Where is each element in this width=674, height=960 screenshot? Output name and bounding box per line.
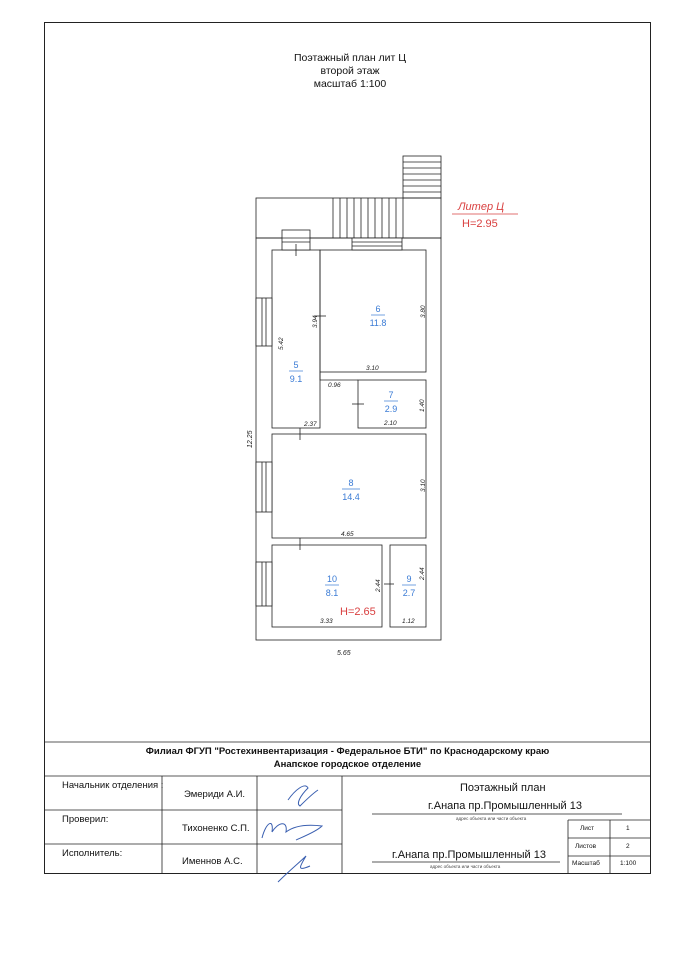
room-7-number: 7 (388, 390, 394, 400)
room-10-dim-h: 2.44 (375, 579, 382, 592)
overall-length: 12.25 (247, 430, 254, 448)
sheets-label: Листов (575, 843, 597, 850)
sheets-value: 2 (626, 843, 630, 850)
room-10-number: 10 (326, 574, 338, 584)
room-5-dim-w: 2.37 (304, 421, 317, 428)
org-line-2: Анапское городское отделение (273, 759, 422, 770)
room-6-area: 11.8 (369, 318, 387, 328)
room-9-dim-h: 2.44 (419, 567, 426, 580)
room-6-number: 6 (375, 304, 381, 314)
name-executor: Именнов А.С. (182, 856, 243, 867)
room-height: H=2.65 (340, 606, 376, 618)
room-5-area: 9.1 (289, 374, 303, 384)
liter-height: H=2.95 (462, 218, 498, 230)
role-executor: Исполнитель: (62, 848, 123, 859)
room-10-area: 8.1 (325, 588, 339, 598)
room-5-number: 5 (293, 360, 299, 370)
plan-title: Поэтажный план лит Ц (293, 52, 407, 64)
room-8-dim-h: 3.10 (420, 479, 427, 492)
name-checker: Тихоненко С.П. (182, 823, 250, 834)
room-8-area: 14.4 (342, 492, 360, 502)
room-7-area: 2.9 (384, 404, 398, 414)
overall-width: 5.65 (337, 650, 351, 657)
room-9-number: 9 (406, 574, 412, 584)
signature-marks (262, 786, 322, 882)
room-6-dim-w: 3.10 (366, 365, 379, 372)
room-7-dim-h: 1.40 (419, 399, 426, 412)
role-checker: Проверил: (62, 814, 109, 825)
room-6-dim-side: 3.94 (312, 315, 319, 328)
org-line-1: Филиал ФГУП "Ростехинвентаризация - Федеральное БТИ" по Краснодарскому краю (145, 746, 550, 757)
room-6-outline (320, 250, 426, 372)
room-7-dim-w: 2.10 (384, 420, 397, 427)
doc-title: Поэтажный план (460, 782, 546, 794)
room-8-number: 8 (348, 478, 354, 488)
room-5-dim-side: 0.96 (328, 382, 341, 389)
liter-label: Литер Ц (458, 201, 505, 213)
sheet-value: 1 (626, 825, 630, 832)
room-9-area: 2.7 (402, 588, 416, 598)
address-1: г.Анапа пр.Промышленный 13 (428, 800, 582, 812)
room-6-dim-h: 3.80 (420, 305, 427, 318)
address-caption-2: адрес объекта или части объекта (430, 864, 501, 869)
floor-label: второй этаж (320, 65, 380, 77)
sheet-label: Лист (580, 825, 595, 832)
room-8-dim-w: 4.65 (341, 531, 354, 538)
room-5-dim-h: 5.42 (278, 337, 285, 350)
scale-label: масштаб 1:100 (313, 78, 387, 90)
scale-label-stamp: Масштаб (572, 860, 600, 867)
address-2: г.Анапа пр.Промышленный 13 (392, 849, 546, 861)
name-head: Эмериди А.И. (184, 789, 246, 800)
scale-value-stamp: 1:100 (620, 860, 637, 867)
room-9-dim-w: 1.12 (402, 618, 415, 625)
room-9-outline (390, 545, 426, 627)
building-outline (256, 238, 441, 640)
room-10-dim-w: 3.33 (320, 618, 333, 625)
role-head: Начальник отделения : (62, 780, 164, 791)
address-caption-1: адрес объекта или части объекта (456, 816, 527, 821)
